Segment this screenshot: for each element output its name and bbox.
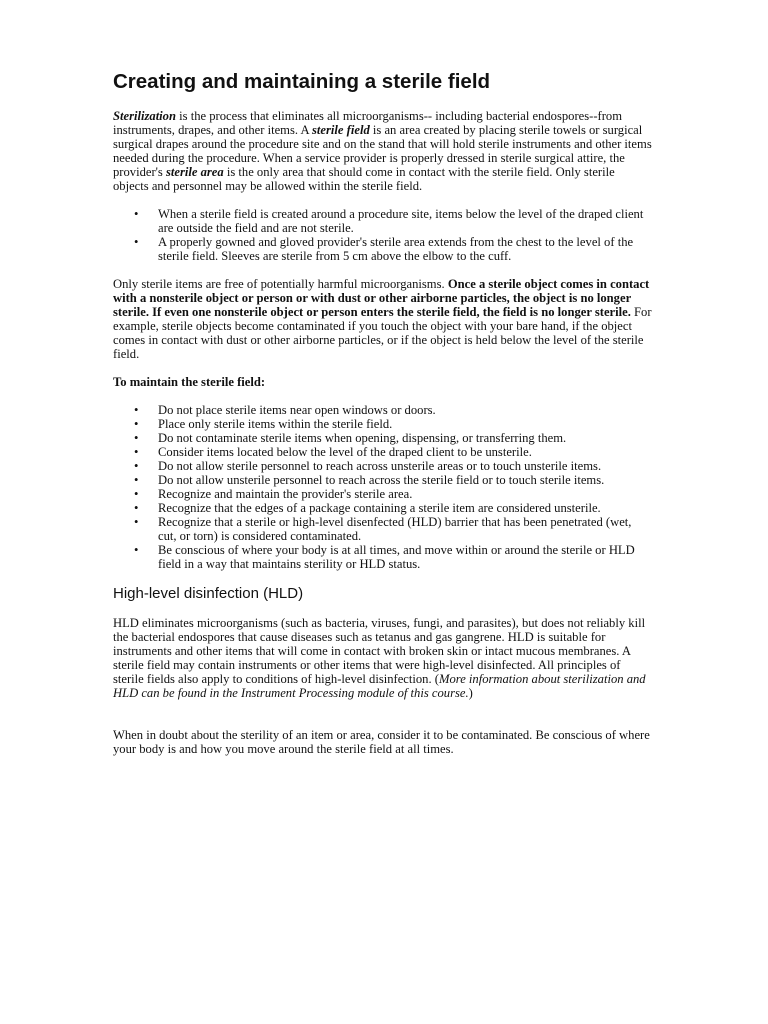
term-sterile-field: sterile field bbox=[312, 123, 370, 137]
document-page bbox=[113, 70, 653, 756]
bullet-icon: • bbox=[134, 431, 139, 445]
list-item: • Recognize that the edges of a package containing a sterile item are considered unsterile. bbox=[134, 501, 601, 515]
list-item: • Place only sterile items within the sterile field. bbox=[134, 417, 393, 431]
closing-paragraph: When in doubt about the sterility of an item or area, consider it to be contaminated. Be conscious of where your body is and how you move around the sterile field at all times. bbox=[113, 728, 650, 756]
bullet-icon: • bbox=[134, 515, 139, 529]
bullet-icon: • bbox=[134, 501, 139, 515]
hld-paragraph: HLD eliminates microorganisms (such as bacteria, viruses, fungi, and parasites), but does not reliably kill the bacterial endospores that cause diseases such as tetanus and gas gangrene. HLD is suitable for instruments and other items that will come in contact with broken skin or intact mucous membranes. A sterile field may contain instruments or other items that were high-level disinfected. All principles of sterile fields also apply to conditions of high-level disinfection. (More information about sterilization and HLD can be found in the Instrument Processing module of this course.) bbox=[113, 616, 646, 700]
maintain-rules-list bbox=[113, 403, 653, 571]
hld-heading: High-level disinfection (HLD) bbox=[113, 585, 304, 602]
list-item: • Recognize that a sterile or high-level disenfected (HLD) barrier that has been penetrated (wet, cut, or torn) is considered contaminated. bbox=[134, 515, 632, 543]
page-title: Creating and maintaining a sterile field bbox=[113, 70, 491, 93]
list-item: • Be conscious of where your body is at all times, and move within or around the sterile or HLD field in a way that maintains sterility or HLD status. bbox=[134, 543, 635, 571]
list-item: • When a sterile field is created around a procedure site, items below the level of the draped client are outside the field and are not sterile. bbox=[134, 207, 644, 235]
bullet-icon: • bbox=[134, 417, 139, 431]
contamination-paragraph: Only sterile items are free of potentially harmful microorganisms. Once a sterile object comes in contact with a nonsterile object or person or with dust or other airborne particles, the object is no longer sterile. If even one nonsterile object or person enters the sterile field, the field is no longer sterile. For example, sterile objects become contaminated if you touch the object with your bare hand, if the object comes in contact with dust or other airborne particles, or if the object is held below the level of the sterile field. bbox=[113, 277, 652, 361]
list-item: • Do not allow sterile personnel to reach across unsterile areas or to touch unsterile items. bbox=[134, 459, 602, 473]
contamination-rule: Once a sterile object comes in contact with a nonsterile object or person or with dust or other airborne particles, the object is no longer sterile. If even one nonsterile object or person enters the sterile field, the field is no longer sterile. bbox=[113, 277, 650, 319]
bullet-icon: • bbox=[134, 473, 139, 487]
list-item: • Do not contaminate sterile items when opening, dispensing, or transferring them. bbox=[134, 431, 567, 445]
bullet-icon: • bbox=[134, 207, 139, 221]
term-sterile-area: sterile area bbox=[165, 165, 224, 179]
hld-reference-note: More information about sterilization and HLD can be found in the Instrument Processing module of this course. bbox=[113, 672, 646, 700]
list-item: • Recognize and maintain the provider's sterile area. bbox=[134, 487, 413, 501]
bullet-icon: • bbox=[134, 543, 139, 557]
bullet-icon: • bbox=[134, 235, 139, 249]
paragraph-spacer bbox=[113, 700, 653, 728]
bullet-icon: • bbox=[134, 403, 139, 417]
bullet-icon: • bbox=[134, 487, 139, 501]
sterile-field-facts-list bbox=[113, 207, 653, 263]
intro-paragraph: Sterilization is the process that eliminates all microorganisms-- including bacterial endospores--from instruments, drapes, and other items. A sterile field is an area created by placing sterile towels or surgical surgical drapes around the procedure site and on the stand that will hold sterile instruments and other items needed during the procedure. When a service provider is properly dressed in sterile surgical attire, the provider's sterile area is the only area that should come in contact with the sterile field. Only sterile objects and personnel may be allowed within the sterile field. bbox=[113, 109, 652, 193]
list-item: • A properly gowned and gloved provider's sterile area extends from the chest to the level of the sterile field. Sleeves are sterile from 5 cm above the elbow to the cuff. bbox=[134, 235, 634, 263]
list-item: • Do not allow unsterile personnel to reach across the sterile field or to touch sterile items. bbox=[134, 473, 605, 487]
maintain-heading: To maintain the sterile field: bbox=[113, 375, 266, 389]
bullet-icon: • bbox=[134, 445, 139, 459]
bullet-icon: • bbox=[134, 459, 139, 473]
list-item: • Do not place sterile items near open windows or doors. bbox=[134, 403, 436, 417]
term-sterilization: Sterilization bbox=[113, 109, 176, 123]
list-item: • Consider items located below the level of the draped client to be unsterile. bbox=[134, 445, 532, 459]
